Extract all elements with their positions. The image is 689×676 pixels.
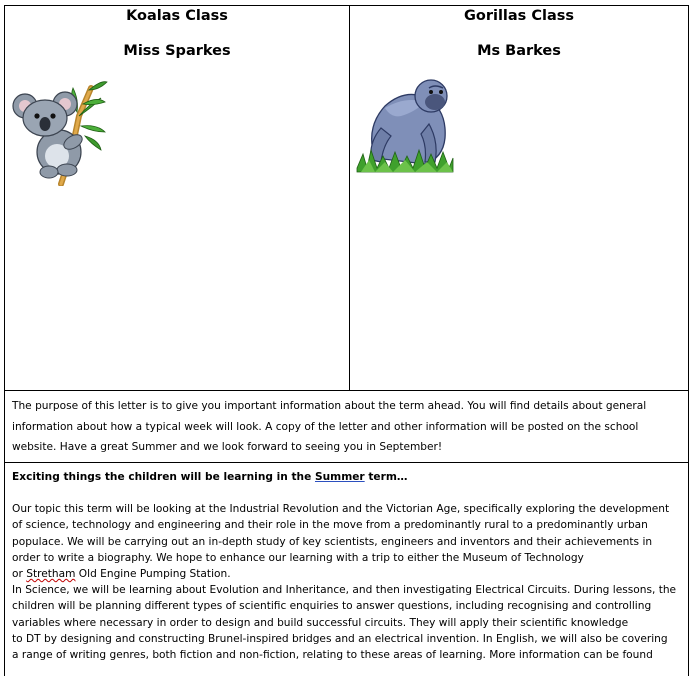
topic-line-3 xyxy=(12,534,682,550)
science-line-5: a range of writing genres, both fiction and non-fiction, relating to these areas of learning. More information can be found xyxy=(12,649,653,662)
learning-section xyxy=(4,462,689,676)
gorillas-teacher-name: Ms Barkes xyxy=(477,43,561,59)
topic-line-3-rest: . We will be carrying out an in-depth study of key scientists, engineers and inventors and their achievements in xyxy=(60,535,653,548)
purpose-paragraph-box xyxy=(4,390,689,463)
purpose-text: The purpose of this letter is to give you important information about the term ahead. You will find details about general information about how a typical week will look. A copy of the letter and other information will be posted on the school website. Have a great Summer and we look forward to seeing you in September! xyxy=(12,400,647,453)
topic-line-5 xyxy=(12,566,682,582)
topic-line-1: Our topic this term will be looking at the Industrial Revolution and the Victorian Age, specifically exploring the development xyxy=(12,503,670,516)
topic-line-4: order to write a biography. We hope to enhance our learning with a trip to either the Museum of Technology xyxy=(12,551,584,564)
heading-text-start: Exciting things the children will be learning in the xyxy=(12,471,315,483)
koalas-teacher-name: Miss Sparkes xyxy=(123,43,231,59)
koala-icon xyxy=(9,76,109,186)
science-line-4: to DT by designing and constructing Brunel-inspired bridges and an electrical invention. In English, we will also be covering xyxy=(12,632,668,645)
topic-line-5-rest: Old Engine Pumping Station. xyxy=(75,568,231,581)
science-line-2: children will be planning different types of scientific enquiries to answer questions, including recognising and controlling xyxy=(12,600,652,613)
topic-line-2: of science, technology and engineering and their role in the move from a predominantly rural to a predominantly urban xyxy=(12,519,648,532)
class-table xyxy=(4,5,689,391)
heading-term-word: Summer xyxy=(314,471,365,483)
science-line-1: In Science, we will be learning about Evolution and Inheritance, and then investigating Electrical Circuits. During lessons, the xyxy=(12,584,677,597)
document-page xyxy=(4,5,689,671)
gorillas-cell xyxy=(350,6,688,390)
gorillas-class-title: Gorillas Class xyxy=(463,8,575,24)
heading-text-end: term… xyxy=(364,471,408,483)
topic-populace-word: populace xyxy=(12,535,61,548)
stretham-word: Stretham xyxy=(26,568,76,581)
topic-line-5-start: or xyxy=(12,568,27,581)
learning-heading xyxy=(12,469,682,485)
science-line-3: variables where necessary in order to design and build successful circuits. They will apply their scientific knowledge xyxy=(12,616,629,629)
gorilla-icon xyxy=(355,68,455,173)
koalas-cell xyxy=(5,6,350,390)
koalas-class-title: Koalas Class xyxy=(126,8,228,24)
